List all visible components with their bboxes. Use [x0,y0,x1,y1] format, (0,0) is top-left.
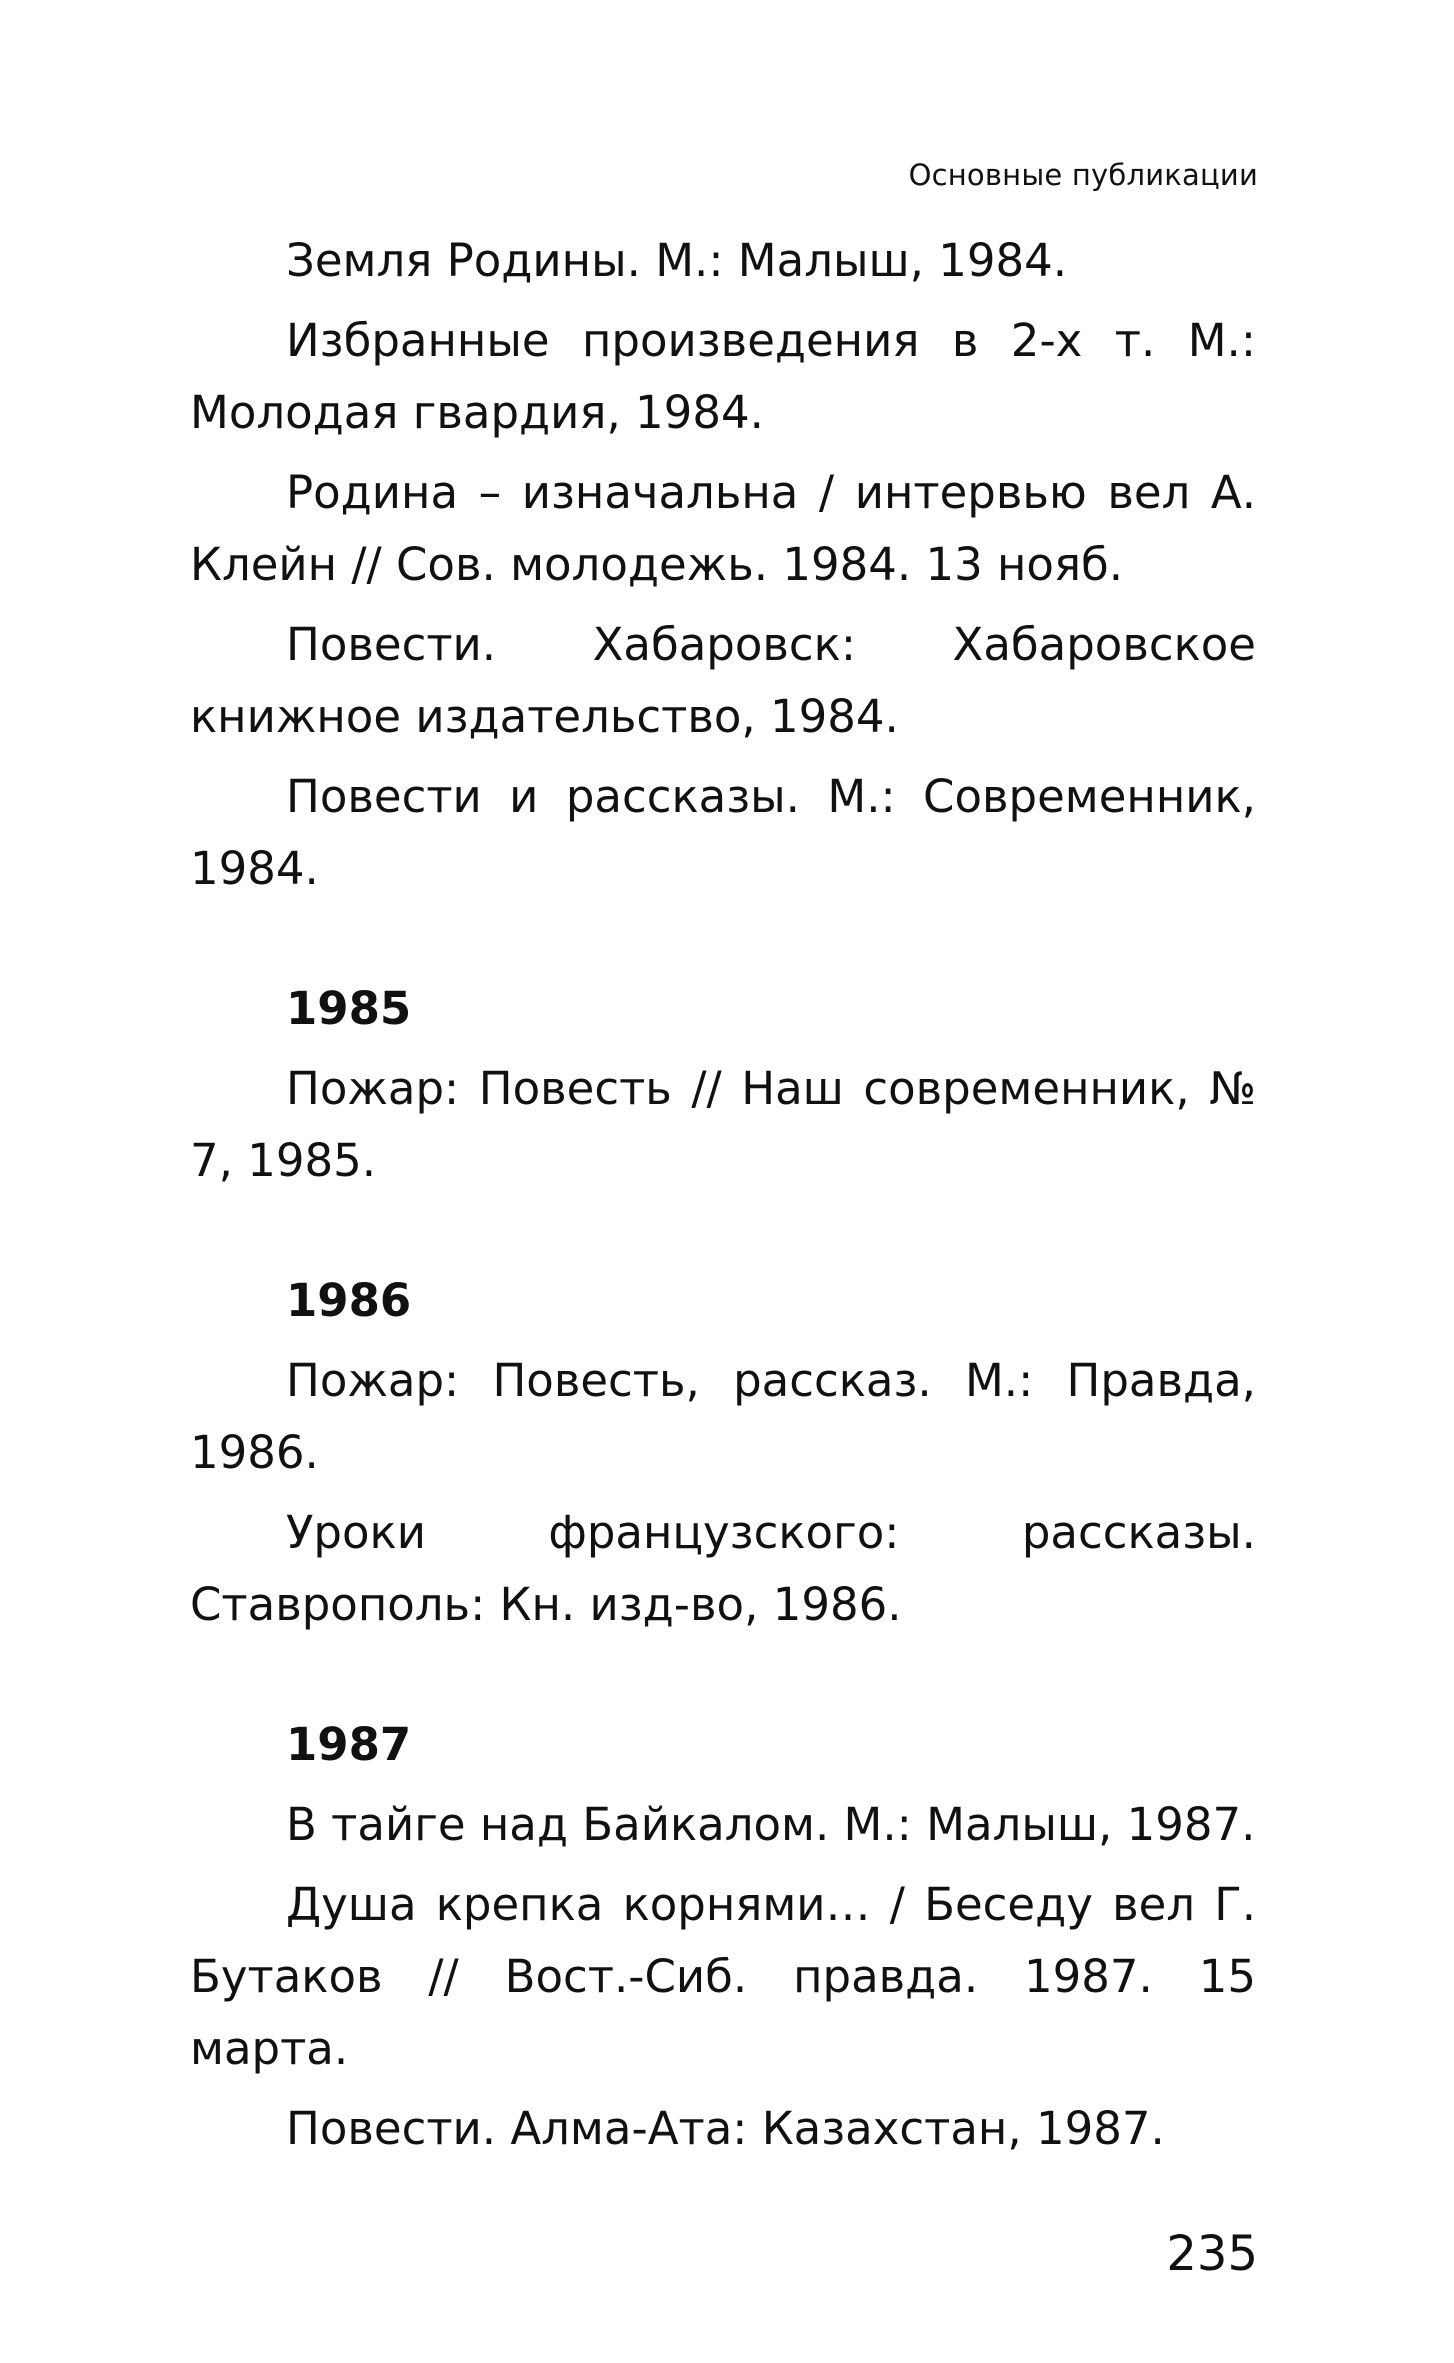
year-section-1985 [190,973,1256,1197]
year-heading: 1987 [286,1718,412,1771]
running-head: Основные публикации [908,158,1258,192]
publication-entry: Пожар: Повесть, рассказ. М.: Правда, 1986. [190,1354,1256,1479]
publication-entry: В тайге над Байкалом. М.: Малыш, 1987. [286,1798,1256,1851]
publication-list [190,225,1256,2173]
year-section-1987 [190,1709,1256,2165]
publication-entry: Земля Родины. М.: Малыш, 1984. [286,234,1068,287]
publication-entry: Пожар: Повесть // Наш современник, № 7, 1985. [190,1062,1256,1187]
year-heading: 1986 [286,1274,412,1327]
publication-entry: Повести. Алма-Ата: Казахстан, 1987. [286,2102,1165,2155]
publication-entry: Родина – изначальна / интервью вел А. Клейн // Сов. молодежь. 1984. 13 нояб. [190,466,1256,591]
publication-entry: Повести и рассказы. М.: Современник, 1984. [190,770,1256,895]
publication-entry: Избранные произведения в 2-х т. М.: Молодая гвардия, 1984. [190,314,1256,439]
year-section-1986 [190,1265,1256,1641]
page-number: 235 [1166,2226,1258,2282]
year-heading: 1985 [286,982,412,1035]
publication-entry: Душа крепка корнями… / Беседу вел Г. Бутаков // Вост.-Сиб. правда. 1987. 15 марта. [190,1878,1256,2075]
publication-entry: Повести. Хабаровск: Хабаровское книжное издательство, 1984. [190,618,1256,743]
publication-entry: Уроки французского: рассказы. Ставрополь: Кн. изд-во, 1986. [190,1506,1256,1631]
